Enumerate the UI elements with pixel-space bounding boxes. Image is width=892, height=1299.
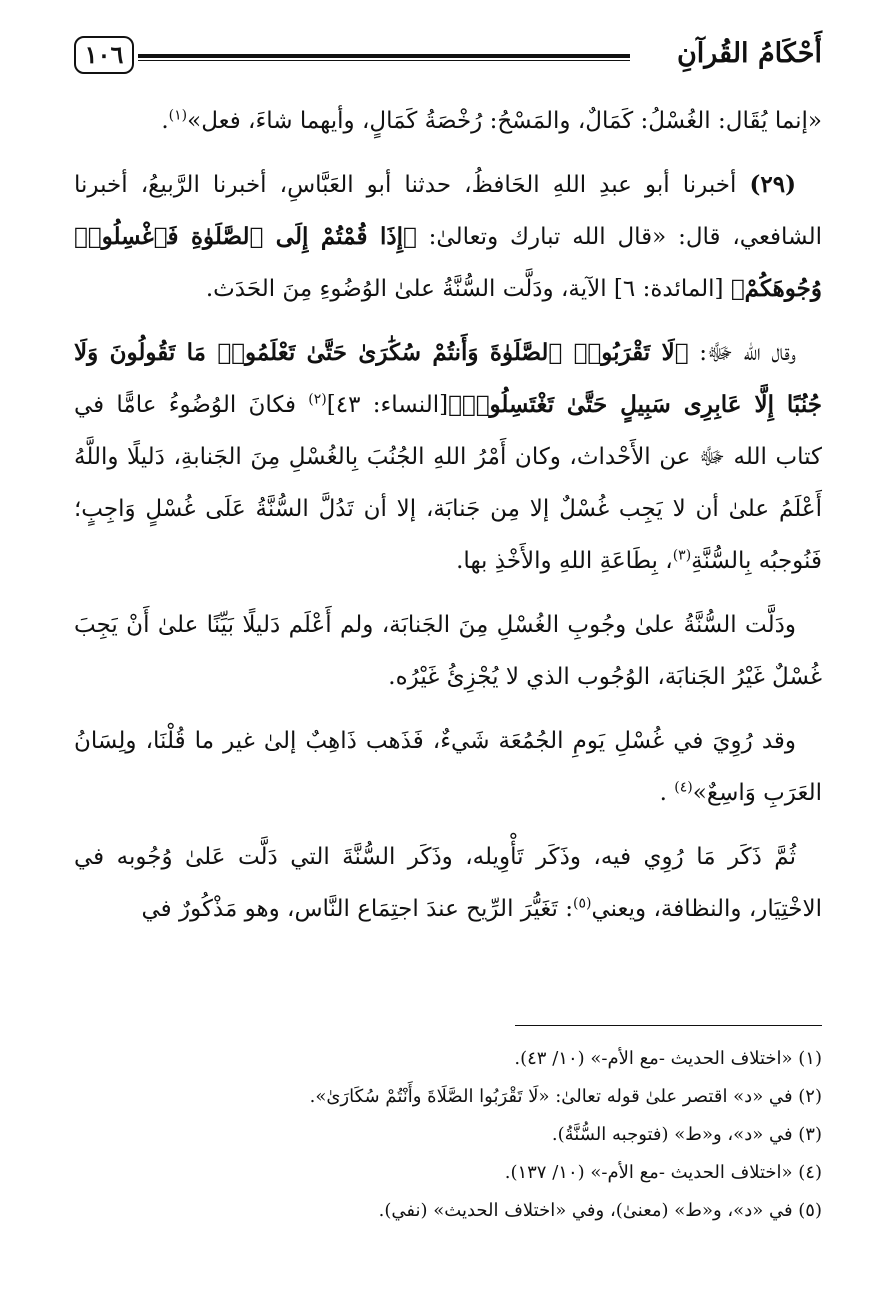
paragraph-2 bbox=[74, 159, 822, 315]
quran-verse: ﴿لَا تَقْرَبُوا۟ ٱلصَّلَوٰةَ وَأَنتُمْ سُكَٰرَىٰ حَتَّىٰ تَعْلَمُوا۟ مَا تَقُولُونَ وَلَا جُنُبًا إِلَّا عَابِرِى سَبِيلٍ حَتَّىٰ تَغْتَسِلُوا۟﴾ bbox=[74, 339, 823, 418]
paragraph-text: فكانَ الوُضُوءُ عامًّا في كتاب الله ﷻ عن الأَحْداث، وكان أَمْرُ اللهِ الجُنُبَ بِالغُسْلِ مِنَ الجَنابةِ، دَليلًا واللَّهُ أَعْلَمُ علىٰ أن لا يَجِب غُسْلٌ إلا مِن جَنابَة، إلا أن تَدُلَّ السُّنَّةُ عَلَى غُسْلٍ وَاجِبٍ؛ فَنُوجبُه بِالسُّنَّةِ bbox=[74, 392, 822, 574]
header-rule bbox=[138, 54, 630, 63]
footnote-5: (٥) في «د»، و«ط» (معنىٰ)، وفي «اختلاف الحديث» (نفي). bbox=[378, 1200, 822, 1221]
footnote-marker: (٢) bbox=[308, 391, 327, 408]
paragraph-text: ثُمَّ ذَكَر مَا رُوِي فيه، وذَكَر تَأْوِيله، وذَكَر السُّنَّةَ التي دَلَّت عَلىٰ وُجُوبه في الاخْتِيَار، والنظافة، ويعني bbox=[74, 844, 822, 922]
paragraph-lead: وقال الله ﷻ: bbox=[688, 340, 797, 366]
footnote-3: (٣) في «د»، و«ط» (فتوجبه السُّنَّةُ). bbox=[551, 1124, 822, 1145]
footnotes bbox=[74, 1040, 822, 1230]
header-rule-thick bbox=[138, 54, 630, 58]
paragraph-text: أخبرنا أبو عبدِ اللهِ الحَافظُ، حدثنا أبو العَبَّاسِ، أخبرنا الرَّبيعُ، أخبرنا الشافعي، قال: «قال الله تبارك وتعالىٰ: bbox=[74, 172, 822, 250]
paragraph-tail: [المائدة: ٦] الآية، ودَلَّت السُّنَّةُ علىٰ الوُضُوءِ مِنَ الحَدَث. bbox=[205, 276, 731, 302]
footnote-separator bbox=[515, 1025, 822, 1026]
header-rule-thin bbox=[138, 60, 630, 61]
footnote-1: (١) «اختلاف الحديث -مع الأم-» (١٠/ ٤٣). bbox=[514, 1048, 822, 1069]
hadith-number: (٢٩) bbox=[749, 171, 796, 198]
footnote-marker: (٣) bbox=[672, 547, 692, 564]
page-number: ١٠٦ bbox=[74, 36, 134, 74]
paragraph-3 bbox=[74, 327, 822, 587]
paragraph-1 bbox=[74, 95, 822, 147]
paragraph-6 bbox=[74, 831, 822, 935]
verse-reference: [النساء: ٤٣] bbox=[326, 392, 449, 418]
running-title: أَحْكَامُ القُرآنِ bbox=[676, 38, 822, 69]
footnote-marker: (١) bbox=[168, 107, 188, 124]
footnote-4: (٤) «اختلاف الحديث -مع الأم-» (١٠/ ١٣٧). bbox=[504, 1162, 822, 1183]
page-header bbox=[74, 34, 822, 82]
quran-verse: ﴿إِذَا قُمْتُمْ إِلَى ٱلصَّلَوٰةِ فَٱغْسِلُوا۟ وُجُوهَكُمْ﴾ bbox=[74, 223, 822, 302]
paragraph-text: ودَلَّت السُّنَّةُ علىٰ وجُوبِ الغُسْلِ مِنَ الجَنابَة، ولم أَعْلَم دَليلًا بَيِّنًا علىٰ أَنْ يَجِبَ غُسْلٌ غَيْرُ الجَنابَة، الوُجُوب الذي لا يُجْزِئُ غَيْرُه. bbox=[74, 612, 822, 690]
paragraph-text: وقد رُوِيَ في غُسْلِ يَومِ الجُمُعَة شَيءٌ، فَذَهب ذَاهِبٌ إلىٰ غير ما قُلْنَا، ولِسَانُ العَرَبِ وَاسِعٌ» bbox=[74, 728, 822, 806]
paragraph-tail: ، بِطَاعَةِ اللهِ والأَخْذِ بها. bbox=[456, 548, 673, 574]
footnote-2: (٢) في «د» اقتصر علىٰ قوله تعالىٰ: «لَا تَقْرَبُوا الصَّلَاةَ وأَنْتُمْ سُكَارَىٰ». bbox=[309, 1086, 822, 1107]
paragraph-tail: . bbox=[161, 108, 169, 134]
paragraph-text: «إنما يُقَال: الغُسْلُ: كَمَالٌ، والمَسْحُ: رُخْصَةُ كَمَالٍ، وأيهما شاءَ، فعل» bbox=[187, 108, 822, 134]
paragraph-5 bbox=[74, 715, 822, 819]
footnote-marker: (٥) bbox=[572, 895, 592, 912]
paragraph-4 bbox=[74, 599, 822, 703]
paragraph-tail: : تَغَيُّرَ الرِّيح عندَ اجتِمَاع النَّاس، وهو مَذْكُورٌ في bbox=[141, 896, 573, 922]
paragraph-tail: . bbox=[659, 780, 675, 806]
footnote-marker: (٤) bbox=[674, 779, 693, 796]
body-text bbox=[74, 95, 822, 947]
